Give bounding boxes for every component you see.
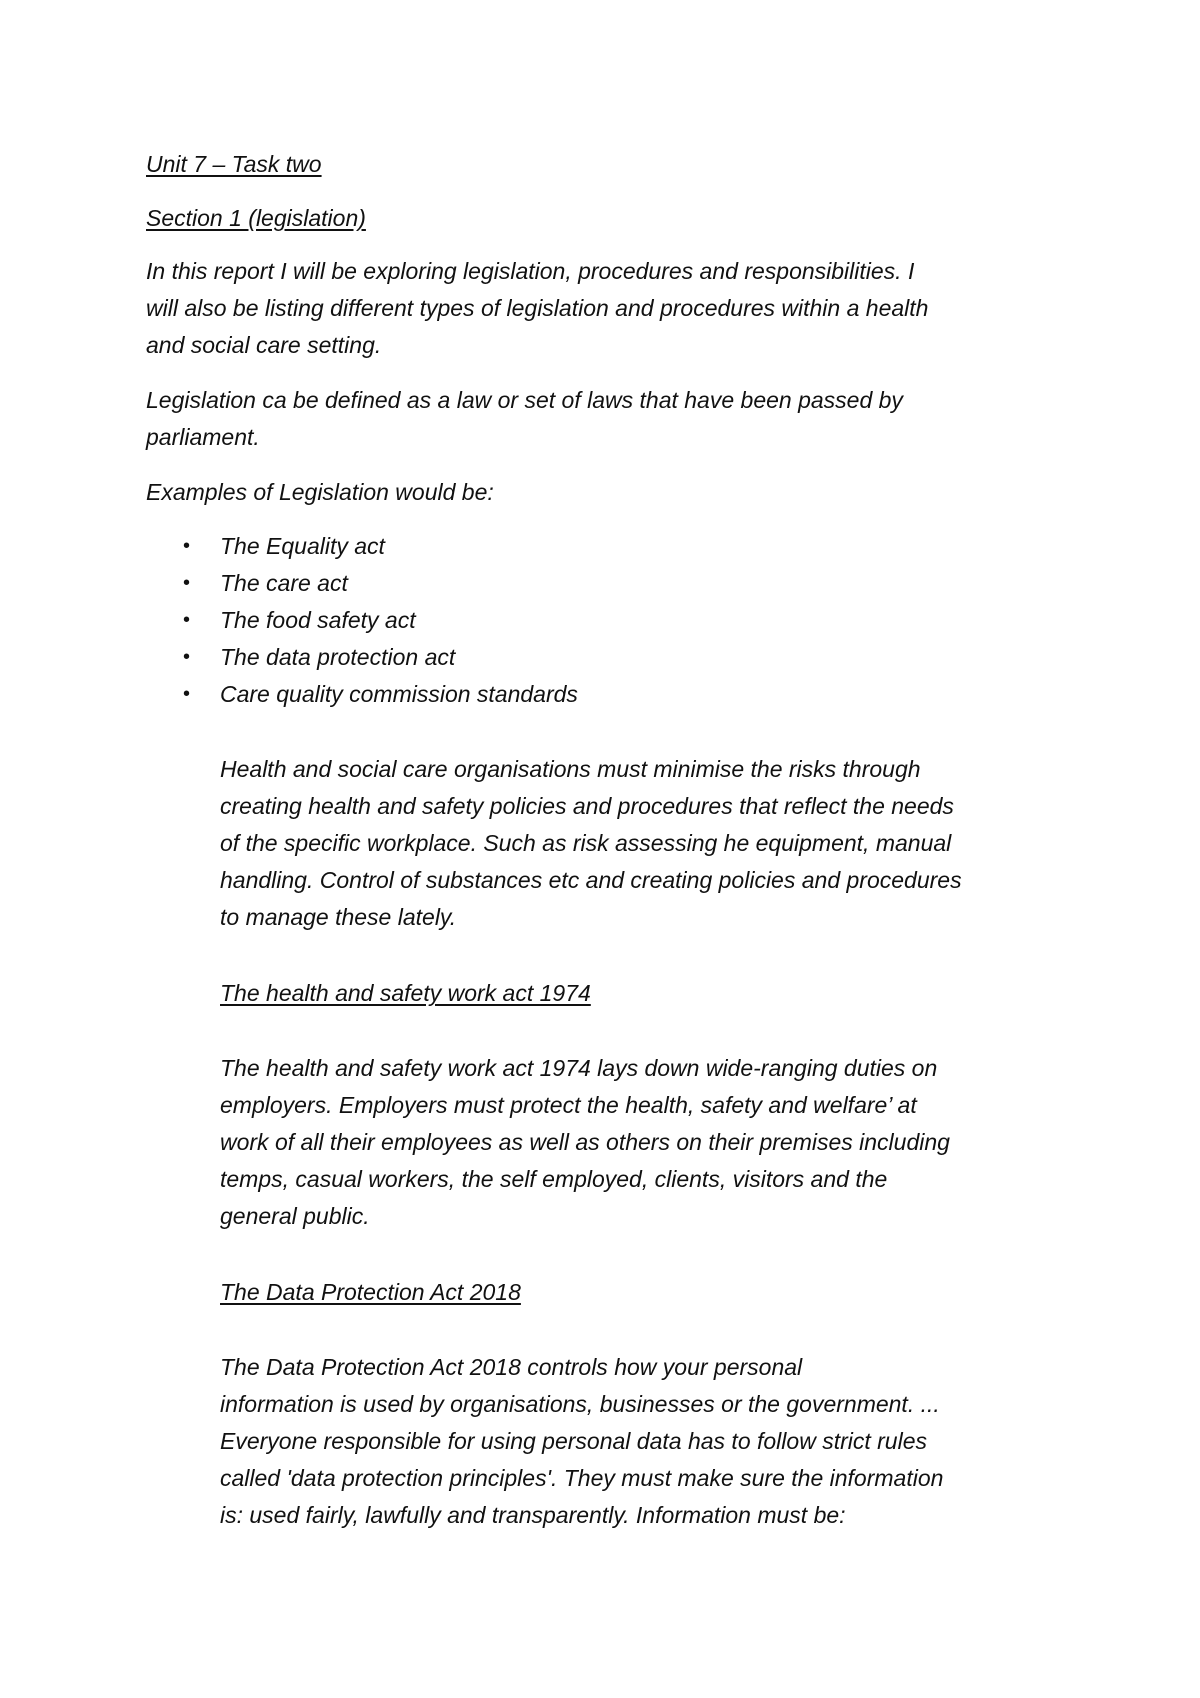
list-item-label: The care act xyxy=(220,570,348,596)
hsw-line: work of all their employees as well as others on their premises including xyxy=(220,1129,950,1155)
document-title: Unit 7 – Task two xyxy=(146,151,322,177)
bullet-icon: • xyxy=(183,535,191,557)
intro-line: will also be listing different types of legislation and procedures within a health xyxy=(146,295,929,321)
dpa-line: The Data Protection Act 2018 controls how your personal xyxy=(220,1354,803,1380)
definition-line: Legislation ca be defined as a law or set of laws that have been passed by xyxy=(146,387,903,413)
hsw-heading: The health and safety work act 1974 xyxy=(220,980,591,1006)
hsw-line: temps, casual workers, the self employed, clients, visitors and the xyxy=(220,1166,888,1192)
dpa-line: information is used by organisations, businesses or the government. ... xyxy=(220,1391,940,1417)
intro-line: In this report I will be exploring legislation, procedures and responsibilities. I xyxy=(146,258,915,284)
dpa-line: is: used fairly, lawfully and transparently. Information must be: xyxy=(220,1502,846,1528)
dpa-heading: The Data Protection Act 2018 xyxy=(220,1279,521,1305)
risk-line: of the specific workplace. Such as risk assessing he equipment, manual xyxy=(220,830,952,856)
dpa-line: called 'data protection principles'. They must make sure the information xyxy=(220,1465,944,1491)
hsw-line: general public. xyxy=(220,1203,370,1229)
dpa-line: Everyone responsible for using personal data has to follow strict rules xyxy=(220,1428,927,1454)
list-item-label: The food safety act xyxy=(220,607,416,633)
section-heading: Section 1 (legislation) xyxy=(146,205,366,231)
bullet-icon: • xyxy=(183,683,191,705)
list-item-label: The Equality act xyxy=(220,533,385,559)
list-item-label: Care quality commission standards xyxy=(220,681,578,707)
risk-line: Health and social care organisations must minimise the risks through xyxy=(220,756,921,782)
risk-line: handling. Control of substances etc and creating policies and procedures xyxy=(220,867,962,893)
bullet-icon: • xyxy=(183,609,191,631)
examples-heading: Examples of Legislation would be: xyxy=(146,479,494,505)
intro-line: and social care setting. xyxy=(146,332,382,358)
risk-line: to manage these lately. xyxy=(220,904,457,930)
hsw-line: employers. Employers must protect the health, safety and welfare’ at xyxy=(220,1092,917,1118)
bullet-icon: • xyxy=(183,572,191,594)
bullet-icon: • xyxy=(183,646,191,668)
risk-line: creating health and safety policies and procedures that reflect the needs xyxy=(220,793,954,819)
definition-line: parliament. xyxy=(146,424,260,450)
hsw-line: The health and safety work act 1974 lays down wide-ranging duties on xyxy=(220,1055,938,1081)
list-item-label: The data protection act xyxy=(220,644,456,670)
